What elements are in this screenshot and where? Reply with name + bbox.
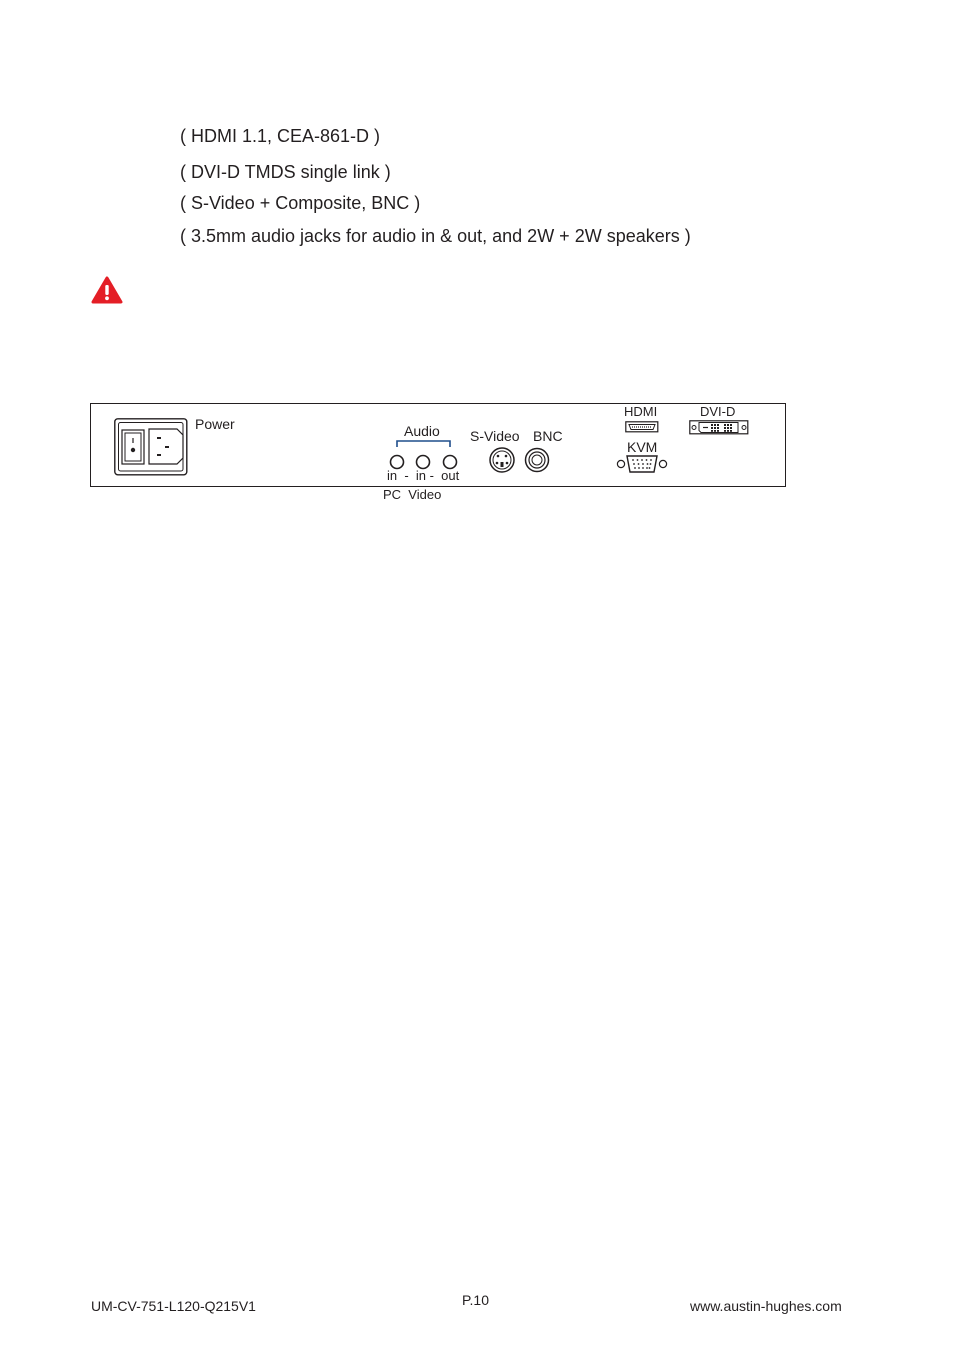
kvm-label: KVM: [627, 439, 658, 455]
dvi-port-icon: [689, 420, 749, 435]
footer-website[interactable]: www.austin-hughes.com: [690, 1298, 842, 1314]
audio-bracket: [396, 439, 452, 449]
spec-line-hdmi: ( HDMI 1.1, CEA-861-D ): [180, 126, 381, 146]
hdmi-label: HDMI: [624, 404, 658, 419]
bnc-port-icon: [524, 447, 550, 473]
audio-label: Audio: [404, 423, 440, 439]
svideo-port-icon: [488, 446, 516, 474]
svideo-label: S-Video: [470, 428, 520, 444]
dvi-label: DVI-D: [700, 404, 736, 419]
kvm-vga-port-icon: [616, 454, 668, 474]
footer-page-number: P.10: [462, 1292, 489, 1308]
warning-triangle-icon: [91, 276, 123, 304]
rear-panel-diagram: [90, 403, 786, 487]
power-label: Power: [195, 416, 235, 432]
spec-line-audio: ( 3.5mm audio jacks for audio in & out, and 2W + 2W speakers ): [180, 226, 691, 246]
spec-line-video: ( S-Video + Composite, BNC ): [180, 193, 421, 213]
hdmi-port-icon: [625, 421, 659, 433]
power-inlet-icon: [114, 418, 188, 476]
audio-sources-label: PC Video: [383, 487, 442, 502]
bnc-label: BNC: [533, 428, 563, 444]
footer-doc-code: UM-CV-751-L120-Q215V1: [91, 1298, 256, 1314]
audio-jacks-label: in - in - out: [387, 468, 460, 483]
spec-line-dvi: ( DVI-D TMDS single link ): [180, 162, 391, 182]
